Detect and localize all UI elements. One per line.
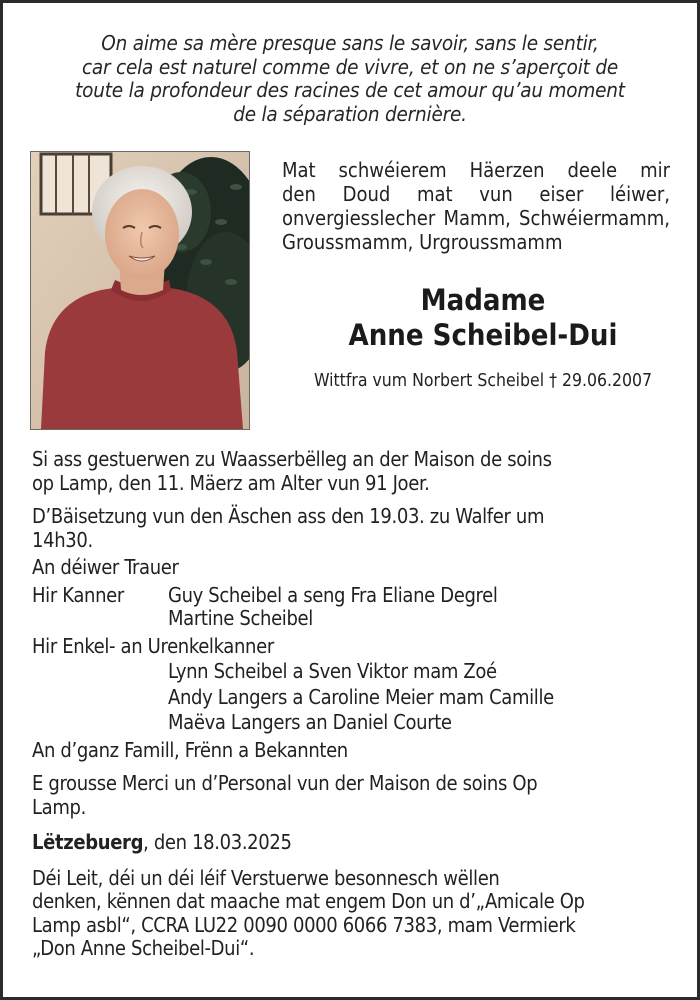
mourners (32, 556, 677, 762)
name-full: Anne Scheibel-Dui (348, 318, 618, 352)
notice-body (32, 448, 677, 961)
thanks-line: Lamp. (32, 794, 86, 819)
intro-line: Groussmamm, Urgroussmamm (282, 230, 563, 254)
death-notice (32, 448, 677, 495)
quote-line: de la séparation dernière. (233, 101, 467, 126)
quote-line: car cela est naturel comme de vivre, et on ne s’aperçoit de (81, 54, 619, 79)
date: , den 18.03.2025 (143, 830, 292, 854)
donation-line: Déi Leit, déi un déi léif Verstuerwe besonnesch wëllen (32, 865, 500, 890)
children-label: Hir Kanner (32, 582, 124, 607)
grandchild-entry: Andy Langers a Caroline Meier mam Camille (168, 684, 554, 709)
thanks (32, 772, 677, 819)
intro-line: Mat schwéierem Häerzen deele mir (282, 158, 670, 182)
funeral-info (32, 505, 677, 552)
mourners-heading: An déiwer Trauer (32, 555, 179, 579)
intro-line: onvergiesslecher Mamm, Schwéiermamm, (282, 206, 670, 230)
child-entry: Guy Scheibel a seng Fra Eliane Degrel (168, 582, 498, 607)
place-date (32, 831, 677, 855)
portrait-illustration (31, 152, 249, 429)
grandchild-entry: Maëva Langers an Daniel Courte (168, 710, 452, 734)
intro-text (282, 158, 670, 254)
place: Lëtzebuerg (32, 830, 144, 854)
others-line: An d’ganz Famill, Frënn a Bekannten (32, 737, 348, 762)
quote-line: On aime sa mère presque sans le savoir, sans le sentir, (101, 31, 599, 55)
grandchild-entry: Lynn Scheibel a Sven Viktor mam Zoé (168, 659, 497, 683)
donation-line: Lamp asbl“, CCRA LU22 0090 0000 6066 7383, mam Vermierk (32, 912, 576, 937)
deceased-name (263, 283, 700, 353)
children-row (32, 584, 677, 608)
donation-line: „Don Anne Scheibel-Dui“. (32, 936, 255, 960)
grandchildren-label: Hir Enkel- an Urenkelkanner (32, 633, 274, 658)
quote-line: toute la profondeur des racines de cet amour qu’au moment (75, 78, 625, 102)
death-notice-line: op Lamp, den 11. Mäerz am Alter vun 91 Joer. (32, 470, 430, 495)
opening-quote (33, 32, 667, 126)
child-entry: Martine Scheibel (168, 606, 313, 630)
thanks-line: E grousse Merci un d’Personal vun der Maison de soins Op (32, 771, 538, 795)
funeral-line: 14h30. (32, 527, 93, 552)
portrait-photo (30, 151, 250, 430)
donation-line: denken, kënnen dat maache mat engem Don un d’„Amicale Op (32, 889, 585, 913)
widow-line: Wittfra vum Norbert Scheibel † 29.06.2007 (313, 371, 653, 391)
death-notice-line: Si ass gestuerwen zu Waasserbëlleg an der Maison de soins (32, 447, 552, 471)
intro-line: den Doud mat vun eiser léiwer, (282, 182, 670, 206)
donation-info (32, 867, 677, 961)
funeral-line: D’Bäisetzung vun den Äschen ass den 19.03. zu Walfer um (32, 504, 545, 528)
name-title: Madame (420, 283, 546, 317)
